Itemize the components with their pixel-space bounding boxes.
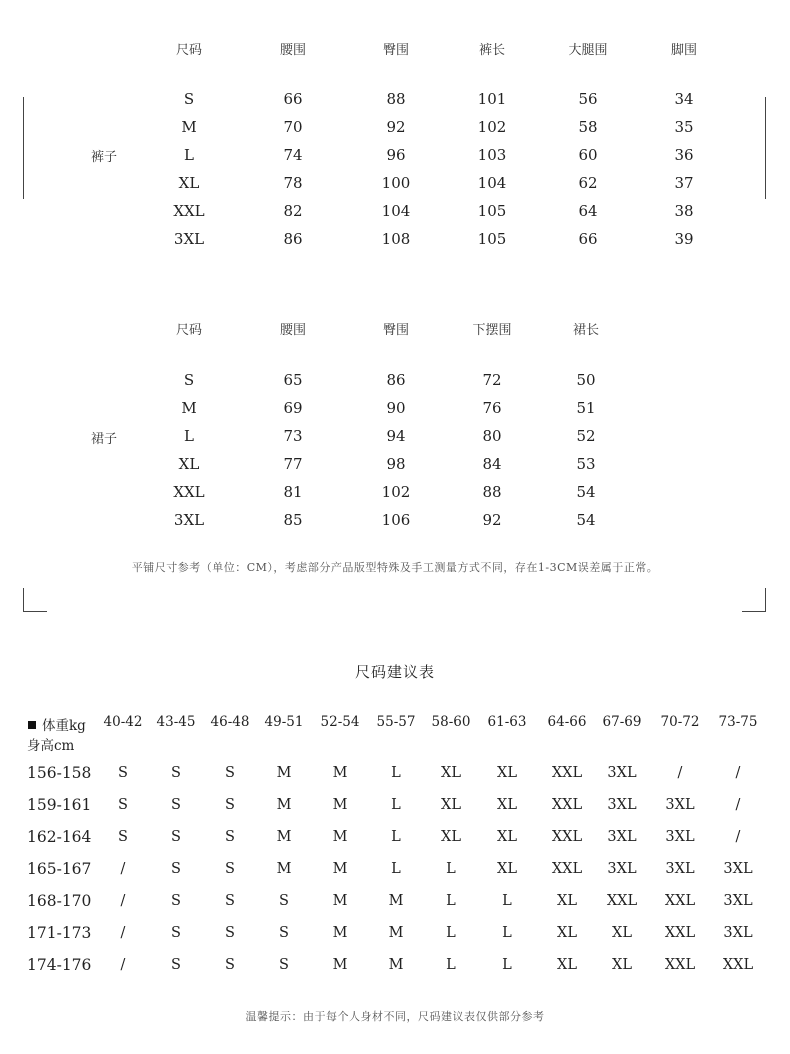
- pants-value-cell: 37: [674, 174, 694, 192]
- recommended-size-cell: L: [446, 861, 456, 877]
- recommended-size-cell: M: [388, 957, 404, 973]
- height-range-cell: 165-167: [27, 860, 92, 878]
- weight-header-cell: 46-48: [210, 714, 250, 730]
- pants-value-cell: 66: [578, 230, 598, 248]
- skirt-value-cell: 90: [386, 399, 406, 417]
- recommended-size-cell: S: [225, 797, 235, 813]
- skirt-value-cell: 80: [482, 427, 502, 445]
- height-range-cell: 162-164: [27, 828, 92, 846]
- pants-value-cell: 62: [578, 174, 598, 192]
- weight-header-cell: 52-54: [320, 714, 360, 730]
- pants-value-cell: 104: [477, 174, 507, 192]
- recommended-size-cell: M: [276, 861, 292, 877]
- skirt-value-cell: 50: [576, 371, 596, 389]
- skirt-value-cell: 84: [482, 455, 502, 473]
- recommended-size-cell: S: [279, 925, 289, 941]
- skirt-header-cell: 裙长: [572, 323, 599, 338]
- recommended-size-cell: 3XL: [723, 925, 753, 941]
- pants-header-cell: 臀围: [382, 43, 409, 58]
- recommended-size-cell: /: [735, 797, 741, 813]
- skirt-value-cell: 85: [283, 511, 303, 529]
- height-range-cell: 168-170: [27, 892, 92, 910]
- recommended-size-cell: XXL: [551, 797, 583, 813]
- recommended-size-cell: 3XL: [723, 861, 753, 877]
- height-range-cell: 174-176: [27, 956, 92, 974]
- recommended-size-cell: 3XL: [665, 797, 695, 813]
- pants-value-cell: 105: [477, 230, 507, 248]
- recommended-size-cell: S: [171, 925, 181, 941]
- recommended-size-cell: M: [388, 925, 404, 941]
- pants-header-cell: 尺码: [175, 43, 202, 58]
- pants-value-cell: 60: [578, 146, 598, 164]
- weight-label: 体重kg: [42, 718, 86, 734]
- square-bullet-icon: [28, 721, 36, 729]
- height-range-cell: 159-161: [27, 796, 92, 814]
- recommended-size-cell: /: [735, 765, 741, 781]
- skirt-value-cell: 98: [386, 455, 406, 473]
- pants-size-cell: XL: [178, 174, 200, 192]
- recommended-size-cell: M: [332, 893, 348, 909]
- recommended-size-cell: XL: [441, 797, 461, 813]
- recommended-size-cell: /: [120, 925, 126, 941]
- recommended-size-cell: S: [225, 765, 235, 781]
- pants-value-cell: 102: [477, 118, 507, 136]
- weight-header-cell: 58-60: [431, 714, 471, 730]
- recommended-size-cell: L: [391, 765, 401, 781]
- recommended-size-cell: S: [171, 957, 181, 973]
- pants-header-cell: 大腿围: [568, 43, 608, 58]
- pants-value-cell: 92: [386, 118, 406, 136]
- skirt-value-cell: 81: [283, 483, 303, 501]
- recommended-size-cell: L: [502, 893, 512, 909]
- recommended-size-cell: S: [118, 797, 128, 813]
- skirt-value-cell: 94: [386, 427, 406, 445]
- pants-size-cell: 3XL: [173, 230, 205, 248]
- pants-value-cell: 78: [283, 174, 303, 192]
- recommended-size-cell: S: [225, 925, 235, 941]
- skirt-value-cell: 102: [381, 483, 411, 501]
- recommended-size-cell: XXL: [722, 957, 754, 973]
- recommended-size-cell: XXL: [664, 893, 696, 909]
- recommended-size-cell: XL: [612, 925, 632, 941]
- recommended-size-cell: /: [677, 765, 683, 781]
- recommended-size-cell: XXL: [551, 765, 583, 781]
- recommended-size-cell: /: [120, 861, 126, 877]
- pants-value-cell: 82: [283, 202, 303, 220]
- pants-value-cell: 108: [381, 230, 411, 248]
- recommended-size-cell: S: [171, 797, 181, 813]
- pants-value-cell: 105: [477, 202, 507, 220]
- recommended-size-cell: 3XL: [607, 829, 637, 845]
- pants-value-cell: 64: [578, 202, 598, 220]
- measure-note: 平铺尺寸参考（单位：CM），考虑部分产品版型特殊及手工测量方式不同，存在1-3CM误差属于正常。: [131, 561, 659, 574]
- recommended-size-cell: 3XL: [723, 893, 753, 909]
- pants-value-cell: 58: [578, 118, 598, 136]
- recommended-size-cell: S: [279, 893, 289, 909]
- recommended-size-cell: XL: [557, 957, 577, 973]
- skirt-value-cell: 53: [576, 455, 596, 473]
- pants-value-cell: 38: [674, 202, 694, 220]
- weight-header-cell: 61-63: [487, 714, 527, 730]
- pants-label: 裤子: [90, 150, 117, 165]
- height-range-cell: 171-173: [27, 924, 92, 942]
- skirt-value-cell: 86: [386, 371, 406, 389]
- recommended-size-cell: XL: [441, 829, 461, 845]
- skirt-size-cell: 3XL: [173, 511, 205, 529]
- recommended-size-cell: XL: [557, 893, 577, 909]
- recommended-size-cell: XL: [557, 925, 577, 941]
- recommended-size-cell: 3XL: [665, 829, 695, 845]
- recommended-size-cell: S: [171, 765, 181, 781]
- skirt-size-cell: M: [181, 399, 197, 417]
- skirt-size-cell: S: [183, 371, 195, 389]
- recommended-size-cell: L: [391, 829, 401, 845]
- height-label: 身高cm: [27, 738, 75, 754]
- weight-header-cell: 40-42: [103, 714, 143, 730]
- skirt-value-cell: 77: [283, 455, 303, 473]
- recommended-size-cell: /: [120, 957, 126, 973]
- pants-value-cell: 100: [381, 174, 411, 192]
- recommended-size-cell: M: [332, 829, 348, 845]
- skirt-value-cell: 88: [482, 483, 502, 501]
- recommended-size-cell: /: [120, 893, 126, 909]
- height-range-cell: 156-158: [27, 764, 92, 782]
- recommended-size-cell: XL: [497, 765, 517, 781]
- recommended-size-cell: M: [276, 765, 292, 781]
- recommended-size-cell: XXL: [551, 861, 583, 877]
- recommended-size-cell: L: [502, 957, 512, 973]
- recommended-size-cell: M: [276, 829, 292, 845]
- skirt-value-cell: 52: [576, 427, 596, 445]
- skirt-label: 裙子: [90, 432, 117, 447]
- recommended-size-cell: L: [391, 797, 401, 813]
- recommended-size-cell: S: [118, 765, 128, 781]
- pants-value-cell: 96: [386, 146, 406, 164]
- recommended-size-cell: /: [735, 829, 741, 845]
- pants-size-cell: M: [181, 118, 197, 136]
- pants-value-cell: 34: [674, 90, 694, 108]
- weight-header-cell: 64-66: [547, 714, 587, 730]
- pants-value-cell: 66: [283, 90, 303, 108]
- recommended-size-cell: 3XL: [607, 797, 637, 813]
- recommended-size-cell: S: [171, 893, 181, 909]
- recommend-title: 尺码建议表: [354, 663, 435, 681]
- skirt-size-cell: XL: [178, 455, 200, 473]
- pants-header-cell: 裤长: [478, 43, 505, 58]
- skirt-header-cell: 臀围: [382, 323, 409, 338]
- recommended-size-cell: M: [332, 957, 348, 973]
- skirt-value-cell: 73: [283, 427, 303, 445]
- pants-value-cell: 101: [477, 90, 507, 108]
- recommended-size-cell: M: [276, 797, 292, 813]
- pants-value-cell: 36: [674, 146, 694, 164]
- recommended-size-cell: M: [332, 765, 348, 781]
- skirt-value-cell: 69: [283, 399, 303, 417]
- pants-value-cell: 103: [477, 146, 507, 164]
- pants-value-cell: 39: [674, 230, 694, 248]
- skirt-value-cell: 51: [576, 399, 596, 417]
- skirt-value-cell: 92: [482, 511, 502, 529]
- recommended-size-cell: L: [446, 893, 456, 909]
- recommended-size-cell: S: [225, 829, 235, 845]
- pants-value-cell: 104: [381, 202, 411, 220]
- pants-value-cell: 74: [283, 146, 303, 164]
- recommended-size-cell: S: [279, 957, 289, 973]
- weight-header-cell: 73-75: [718, 714, 758, 730]
- pants-size-cell: S: [183, 90, 195, 108]
- recommended-size-cell: XL: [497, 861, 517, 877]
- recommended-size-cell: 3XL: [665, 861, 695, 877]
- recommended-size-cell: XXL: [606, 893, 638, 909]
- recommended-size-cell: XL: [497, 829, 517, 845]
- recommended-size-cell: XL: [612, 957, 632, 973]
- skirt-value-cell: 54: [576, 483, 596, 501]
- recommended-size-cell: S: [225, 861, 235, 877]
- recommended-size-cell: S: [171, 861, 181, 877]
- recommended-size-cell: XXL: [664, 925, 696, 941]
- pants-size-cell: XXL: [173, 202, 205, 220]
- pants-header-cell: 脚围: [670, 43, 697, 58]
- skirt-size-cell: L: [184, 427, 194, 445]
- recommended-size-cell: XXL: [664, 957, 696, 973]
- recommend-footnote: 温馨提示：由于每个人身材不同，尺码建议表仅供部分参考: [245, 1010, 545, 1023]
- recommended-size-cell: S: [118, 829, 128, 845]
- skirt-value-cell: 54: [576, 511, 596, 529]
- recommended-size-cell: 3XL: [607, 861, 637, 877]
- pants-value-cell: 88: [386, 90, 406, 108]
- skirt-value-cell: 76: [482, 399, 502, 417]
- skirt-value-cell: 65: [283, 371, 303, 389]
- weight-header-cell: 55-57: [376, 714, 416, 730]
- pants-value-cell: 70: [283, 118, 303, 136]
- recommended-size-cell: 3XL: [607, 765, 637, 781]
- recommended-size-cell: M: [332, 925, 348, 941]
- recommended-size-cell: L: [446, 957, 456, 973]
- skirt-header-cell: 下摆围: [472, 323, 512, 338]
- pants-header-cell: 腰围: [279, 43, 306, 58]
- recommended-size-cell: XXL: [551, 829, 583, 845]
- pants-size-cell: L: [184, 146, 194, 164]
- pants-value-cell: 35: [674, 118, 694, 136]
- skirt-size-cell: XXL: [173, 483, 205, 501]
- skirt-value-cell: 106: [381, 511, 411, 529]
- skirt-value-cell: 72: [482, 371, 502, 389]
- recommended-size-cell: S: [225, 957, 235, 973]
- recommended-size-cell: M: [388, 893, 404, 909]
- weight-header-cell: 70-72: [660, 714, 700, 730]
- weight-header-cell: 49-51: [264, 714, 304, 730]
- recommended-size-cell: M: [332, 861, 348, 877]
- recommended-size-cell: L: [391, 861, 401, 877]
- weight-header-cell: 67-69: [602, 714, 642, 730]
- skirt-header-cell: 尺码: [175, 323, 202, 338]
- weight-label-cell: [28, 714, 86, 734]
- recommended-size-cell: S: [171, 829, 181, 845]
- pants-value-cell: 56: [578, 90, 598, 108]
- recommended-size-cell: XL: [497, 797, 517, 813]
- recommended-size-cell: M: [332, 797, 348, 813]
- recommended-size-cell: L: [446, 925, 456, 941]
- recommended-size-cell: S: [225, 893, 235, 909]
- weight-header-cell: 43-45: [156, 714, 196, 730]
- recommended-size-cell: L: [502, 925, 512, 941]
- pants-value-cell: 86: [283, 230, 303, 248]
- skirt-header-cell: 腰围: [279, 323, 306, 338]
- recommended-size-cell: XL: [441, 765, 461, 781]
